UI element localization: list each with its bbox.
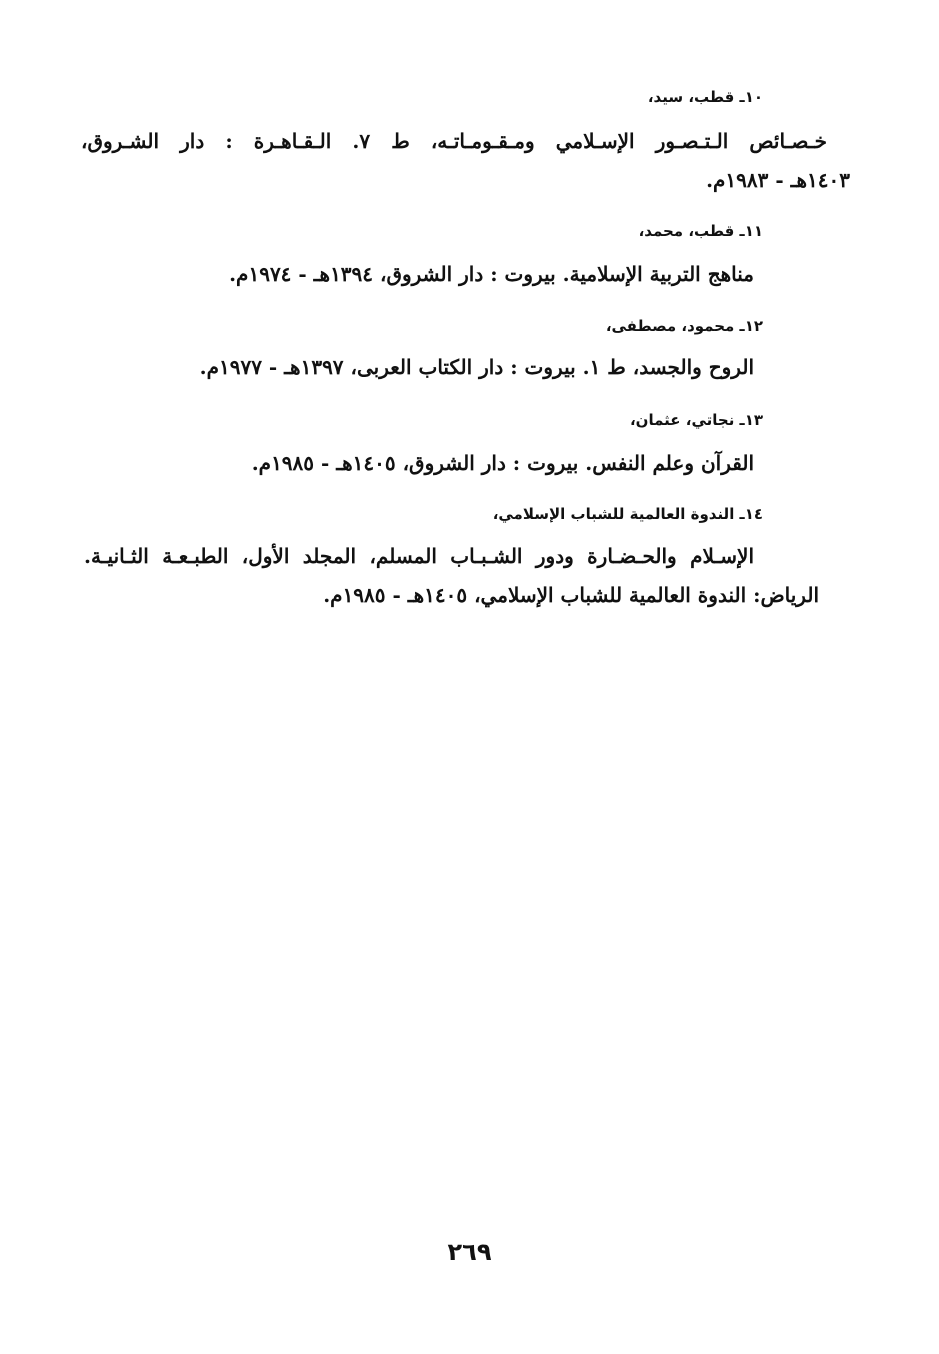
entry-heading: ١٤ـ الندوة العالمية للشباب الإسلامي، — [492, 505, 763, 523]
entry-text-line: خـصـائص الـتـصـور الإسـلامي ومـقـومـاتـه، ط ٧. الـقـاهـرة : دار الشـروق، — [81, 129, 827, 153]
page-number: ٢٦٩ — [447, 1238, 492, 1266]
entry-text-line: مناهج التربية الإسلامية. بيروت : دار الشروق، ١٣٩٤هـ - ١٩٧٤م. — [229, 262, 754, 286]
entry-heading: ١١ـ قطب، محمد، — [638, 222, 763, 240]
entry-heading: ١٠ـ قطب، سيد، — [647, 88, 763, 106]
entry-text-line: الروح والجسد، ط ١. بيروت : دار الكتاب العربى، ١٣٩٧هـ - ١٩٧٧م. — [199, 355, 754, 379]
entry-heading: ١٣ـ نجاتي، عثمان، — [629, 411, 763, 429]
entry-heading: ١٢ـ محمود، مصطفى، — [605, 317, 763, 335]
entry-text-line: الإسـلام والحـضـارة ودور الشـبـاب المسلم، المجلد الأول، الطبـعـة الثـانيـة. — [84, 544, 754, 568]
entry-text-line: ١٤٠٣هـ - ١٩٨٣م. — [706, 168, 850, 192]
entry-text-line: الرياض: الندوة العالمية للشباب الإسلامي، ١٤٠٥هـ - ١٩٨٥م. — [323, 583, 819, 607]
entry-text-line: القرآن وعلم النفس. بيروت : دار الشروق، ١٤٠٥هـ - ١٩٨٥م. — [251, 451, 754, 475]
